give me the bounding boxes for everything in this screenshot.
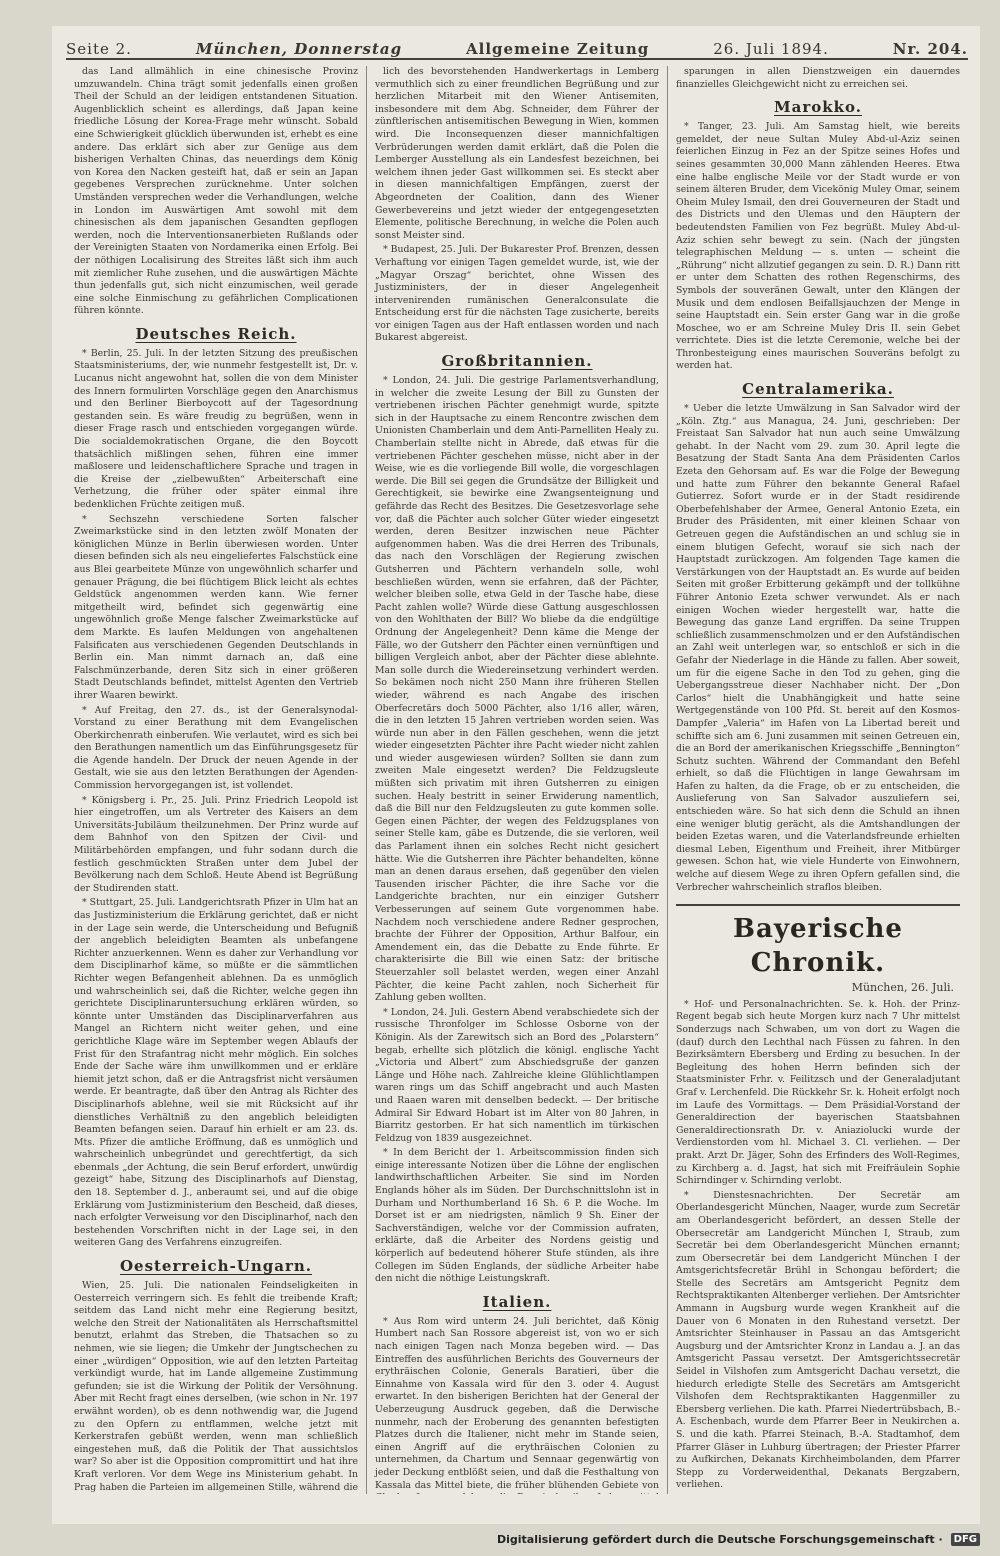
- place-weekday: München, Donnerstag: [195, 40, 403, 58]
- footer-credit: Digitalisierung gefördert durch die Deutsche Forschungsgemeinschaft ·: [496, 1532, 943, 1546]
- article-korea: das Land allmählich in eine chinesische Provinz umzuwandeln. China trägt somit jedenfalls einen großen Theil der Schuld an der leidigen entstandenen Situation. Augenblicklich scheint es allerdings, daß Japan keine friedliche Lösung der Korea-Frage mehr wünscht. Sobald eine Schwierigkeit glücklich überwunden ist, erhebt es eine andere. Das erklärt sich aber zur Genüge aus dem bisherigen Verhalten Chinas, das neuerdings dem König von Korea den Nacken gesteift hat, daß er sein an Japan gegebenes Versprechen zurücknehme. Unter solchen Umständen versprechen weder die Verhandlungen, welche in London im Auswärtigen Amt sowohl mit dem chinesischen als dem japanischen Gesandten gepflogen werden, noch die Interventionsanerbieten Rußlands oder der Vereinigten Staaten von Nordamerika einen Erfolg. Bei der nöthigen Localisirung des Streites läßt sich ihm auch mit ziemlicher Ruhe zusehen, und die auswärtigen Mächte thun jedenfalls gut, sich nicht einzumischen, weil gerade eine solche Einmischung zu gefährlichen Complicationen führen könnte.: [74, 66, 358, 317]
- section-heading-bayerische-chronik: Bayerische Chronik.: [676, 904, 960, 980]
- article-rom: * Aus Rom wird unterm 24. Juli berichtet, daß König Humbert nach San Rossore abgereist ist, von wo er sich nach einigen Tagen nach Monza begeben wird. — Das Eintreffen des ausführlichen Berichts des Gouverneurs der erythräischen Colonie, Generals Baratieri, über die Einnahme von Kassala wird für den 3. oder 4. August erwartet. In den bisherigen Berichten hat der General der Ueberzeugung Ausdruck gegeben, daß die Derwische nunmehr, nach der Eroberung des genannten befestigten Platzes durch die Italiener, nicht mehr im Stande seien, einen Angriff auf die erythräischen Colonien zu unternehmen, da Chartum und Sennaar gegenwärtig von jeder Deckung entblößt seien, und daß die Festhaltung von Kassala das Mittel biete, die früher blühenden Gebiete von: [375, 1315, 659, 1491]
- article-london-parlament: * London, 24. Juli. Die gestrige Parlamentsverhandlung, in welcher die zweite Lesung der Bill zu Gunsten der vertriebenen irischen Pächter genehmigt wurde, spitzte sich in der Hauptsache zu einem Rencontre zwischen dem Unionisten Chamberlain und dem Anti-Parnelliten Healy zu. Chamberlain stellte nicht in Abrede, daß etwas für die vertriebenen Pächter geschehen müsse, nicht aber in der Weise, wie es die vorliegende Bill wolle, die vorgeschlagen werde. Die Bill sei gegen die Grundsätze der Billigkeit und Gerechtigkeit, sie bewirke eine Zwangsenteignung und gefährde das Recht des Besitzes. Die Gesetzesvorlage sehe vor, daß die Pächter auch solcher Güter wieder eingesetzt werden, deren Besitzer inzwischen neue Pächter aufgenommen haben. Was die drei Herren des Tribunals, das nach den Vorschlägen der Regierung zwischen Gutsherren und Pächtern verhandeln solle, wohl beschließen würden, wenn sie erfahren, daß der Pächter, welcher bleiben solle, etwa Geld in der Tasche habe, diese Pacht zahlen wolle? Würde diese Gattung ausgeschlossen von den Wohlthaten der Bill? Wo bliebe da die endgültige Ordnung der Angelegenheit? Denn käme die Menge der Fälle, wo der Gutsherr den Pächter einen vernünftigen und billigen Vergleich anbot, aber der Pächter diese ablehnte. Man solle durch die Wiedereinsetzung verhindert werden. So bekämen noch nicht 250 Mann ihre früheren Stellen wieder, während es nach Angabe des irischen Oberfecretärs doch 5000 Pächter, also 1/16 aller, wären, die in den letzten 15 Jahren vertrieben worden seien. Was würde nun aber in den Fällen geschehen, wenn die jetzt wieder eingesetzten Pächter ihre Pacht wieder nicht zahlen und wieder ausgewiesen würden? Sollten sie dann zum zweiten Male eingesetzt werden? Die Feldzugsleute müßten sich privatim mit ihren Gutsherren zu einigen suchen. Healy bestritt in seiner Erwiderung namentlich, daß die Bill nur den Feldzugsleuten zu gute kommen solle. Gegen einen Pächter, der wegen des Feldzugsplanes von seiner Stelle kam, gäbe es Dutzende, die sie verloren, weil das Parlament ihnen ein solches Recht nicht gesichert hätte. Wie die Gutsherren ihre Pächter behandelten, könne man an denen daraus ersehen, daß gegenüber den vielen Tausenden irischer Pächter, die ihre Sache vor die Landgerichte brachten, nur ein einziger Gutsherr Verbesserungen auf seinem Gute vorgenommen habe. Nachdem noch verschiedene andere Redner gesprochen, brachte der Führer der Opposition, Arthur Balfour, ein Amendement ein, das die Debatte zu Ende führte. Er charakterisirte die Bill wie einen Satz: der britische Steuerzahler soll belastet werden, wegen einer Anzahl Pächter, die keine Pacht zahlen, noch Sicherheit für Zahlung geben wollten.: [375, 375, 659, 1004]
- article-finanz-end: sparungen in allen Dienstzweigen ein dauerndes finanzielles Gleichgewicht nicht zu erreichen sei.: [676, 66, 960, 90]
- section-heading-deutsches-reich: Deutsches Reich.: [135, 324, 297, 343]
- article-dienstesnachrichten: * Dienstesnachrichten. Der Secretär am Oberlandesgericht München, Naager, wurde zum Secretär am Oberlandesgericht befördert, an dessen Stelle der Obersecretär am Landgericht München I, Straub, zum Secretär bei dem Oberlandesgericht München ernannt; zum Obersecretär bei dem Landgericht München I der Amtsgerichtsfecretär Brühl in Schongau befördert; die Stelle des Secretärs am Amtsgericht Pegnitz dem Rechtspraktikanten Altenberger verliehen. Der Amtsrichter Ammann in Augsburg wurde wegen Krankheit auf die Dauer von 6 Monaten in den Ruhestand versetzt. Der Amtsrichter Steinhauser in Passau an das Amtsgericht Augsburg und der Amtsrichter Kronz in Landau a. J. an das Amtsgericht Passau versetzt. Der Amtsgerichtssecretär Seidel in Vilshofen zum Amtsgericht Dachau versetzt, die hiedurch erledigte Stelle des Secretärs am Amtsgericht Vilshofen dem Rechtspraktikanten Haggenmiller zu Ebersberg verliehen. Die kath. Pfarrei Niedertrübsbach, B.-A. Eschenbach, wurde dem Pfarrer Beer in Neukirchen a. S. und die kath. Pfarrei Steinach, B.-A. Stadtamhof, dem Pfarrer Gläser in Luhburg übertragen; der Priester Pfarrer zu Aufkirchen, Dekanats Kirchheimbolanden, dem Pfarrer Stepp zu Vorderweidenthal, Dekanats Bergzabern, verliehen.: [676, 1189, 960, 1491]
- digitization-footer: [52, 1528, 980, 1550]
- issue-number: Nr. 204.: [892, 40, 968, 58]
- article-arbeitslöhne: * In dem Bericht der 1. Arbeitscommission finden sich einige interessante Notizen über die Löhne der englischen landwirthschaftlichen Arbeiter. Sie sind im Norden Englands höher als im Süden. Der Durchschnittslohn ist in Durham und Northumberland 16 Sh. 6 P. die Woche. Im Dorset ist er am niedrigsten, nämlich 9 Sh. Einer der Sachverständigen, welche vor der Commission aufraten, erklärte, daß die Arbeiter des Nordens geistig und körperlich auf bedeutend höherer Stufe stünden, als ihre Collegen im Süden Englands, der südliche Arbeiter habe den nicht die nöthige Leistungskraft.: [375, 1147, 659, 1285]
- page-header: [66, 30, 968, 60]
- article-tanger: * Tanger, 23. Juli. Am Samstag hielt, wie bereits gemeldet, der neue Sultan Muley Abd-ul-Aziz seinen feierlichen Einzug in Fez an der Spitze seines Hofes und seines gesammten 30,000 Mann zählenden Heeres. Etwa eine halbe englische Meile vor der Stadt wurde er von seinem älteren Bruder, dem Vicekönig Muley Omar, seinem Oheim Muley Ismail, den drei Gouverneuren der Stadt und des Districts und den Ulemas und den Häuptern der bedeutendsten Familien von Fez begrüßt. Muley Abd-ul-Aziz schien sehr bewegt zu sein. (Nach der jüngsten telegraphischen Meldung — s. unten — scheint die „Rührung“ nicht allzutief gegangen zu sein. D. R.) Dann ritt er unter dem Schatten des rothen Regenschirms, des Symbols der souveränen Gewalt, unter den Klängen der Musik und dem endlosen Beifallsjauchzen der Menge in seine Hauptstadt ein. Sein erster Gang war in die große Moschee, wo er am Schreine Muley Dris II. sein Gebet verrichtete. Dies ist die letzte Ceremonie, welche bei der Thronbesteigung eines maurischen Souveräns befolgt zu werden hat.: [676, 121, 960, 372]
- article-generalsynode: * Auf Freitag, den 27. ds., ist der Generalsynodal-Vorstand zu einer Berathung mit dem Evangelischen Oberkirchenrath einberufen. Wie verlautet, wird es sich bei den Berathungen namentlich um das Einführungsgesetz für die Agende handeln. Der Druck der neuen Agende in der Gestalt, wie sie aus den letzten Berathungen der Agenden-Commission hervorgegangen ist, ist vollendet.: [74, 704, 358, 792]
- column-3: [668, 66, 968, 1494]
- dfg-logo: DFG: [951, 1533, 980, 1546]
- article-wien: Wien, 25. Juli. Die nationalen Feindseligkeiten in Oesterreich verringern sich. Es fehlt die treibende Kraft; seitdem das Land nicht mehr eine Regierung besitzt, welche den Streit der Nationalitäten als Herrschaftsmittel benutzt, erlahmt das Streben, die Thatsachen so zu nehmen, wie sie liegen; die Umkehr der Jungtschechen zu einer „würdigen“ Opposition, wie auf den letzten Parteitag verkündigt wurde, hat im Lande allgemeine Zustimmung gefunden; sie ist die Wirkung der Politik der Versöhnung. Aber mit Recht fragt eines derselben, (wie schon in Nr. 197 erwähnt worden), ob es denn nothwendig war, die Jugend zu den Opfern zu entflammen, welche jetzt mit Kerkerstrafen gebüßt werden, wenn man schließlich eingestehen muß, daß die Politik der That aussichtslos war? So aber ist die Opposition compromittirt und hat ihre Kraft verloren. Vor dem Wege ins Ministerium gehabt. In Prag haben die Parteien im allgemeinen Stille, während die: [74, 1280, 358, 1493]
- dateline: München, 26. Juli.: [851, 981, 954, 995]
- section-heading-italien: Italien.: [482, 1292, 552, 1311]
- columns: [66, 66, 968, 1494]
- article-stuttgart: * Stuttgart, 25. Juli. Landgerichtsrath Pfizer in Ulm hat an das Justizministerium die Erklärung gerichtet, daß er nicht in der Lage sein werde, die Unterscheidung und Befugniß der angeblich beleidigten Beamten als unbefangene Richter anzuerkennen. Wenn es daher zur Verhandlung vor dem Disciplinarhof käme, so müßte er die sämmtlichen Richter wegen Befangenheit ablehnen. Da es unmöglich und wahrscheinlich sei, daß die Richter, welche gegen ihn gerichtete Disciplinaruntersuchung erklären würden, so könnte unter Umständen das Disciplinarverfahren aus Mangel an Richtern nicht weiter gehen, und eine gerichtliche Klage wäre im September wegen Ablaufs der Frist für den Strafantrag nicht mehr möglich. Ein solches Ende der Sache wäre ihm unwillkommen und er erkläre hiemit jetzt schon, daß er die Antragsfrist nicht versäumen werde. Er beantragte, daß über den Antrag als Richter des Disciplinarhofs ablehne, weil sie mit Rücksicht auf ihr dienstliches Verhältniß zu den angeblich beleidigten Beamten befangen seien. Darauf hin erhielt er am 23. ds. Mts. Pfizer die amtliche Eröffnung, daß es unmöglich und wahrscheinlich unbegründet und gerechtfertigt, da sich ebenmals „der Achtung, die sein Beruf erfordert, unwürdig gezeigt“ habe, Sitzung des Disciplinarhofs auf Dienstag, den 18. September d. J., anberaumt sei, und auf die obige Erklärung vom Justizministerium den Bescheid, daß dieses, nach erfolgter Verweisung vor den Disciplinarhof, nach den bestehenden Vorschriften nicht in der Lage sei, in den weiteren Gang des Verfahrens einzugreifen.: [74, 897, 358, 1249]
- article-koenigsberg: * Königsberg i. Pr., 25. Juli. Prinz Friedrich Leopold ist hier eingetroffen, um als Vertreter des Kaisers an dem Universitäts-Jubiläum theilzunehmen. Der Prinz wurde auf dem Bahnhof von den Spitzen der Civil- und Militärbehörden empfangen, und fuhr sodann durch die festlich geschmückten Straßen unter dem Jubel der Bevölkerung nach dem Schloß. Heute Abend ist Begrüßung der Studirenden statt.: [74, 794, 358, 894]
- article-berlin: * Berlin, 25. Juli. In der letzten Sitzung des preußischen Staatsministeriums, der, wie nunmehr festgestellt ist, Dr. v. Lucanus nicht angewohnt hat, sollen die von dem Minister des Innern formulirten Vorschläge gegen den Anarchismus und den Berliner Bierboycott auf der Tagesordnung gestanden sein. Es wäre freudig zu begrüßen, wenn in dieser Frage rasch und entschieden vorgegangen würde. Die socialdemokratischen Organe, die den Boycott thatsächlich mißlingen sehen, führen eine immer maßlosere und leidenschaftlichere Sprache und tragen in die Kreise der „zielbewußten“ Arbeiterschaft eine Verhetzung, die früher oder später einmal ihre bedenklichen Früchte zeitigen muß.: [74, 347, 358, 510]
- section-heading-centralamerika: Centralamerika.: [742, 380, 894, 399]
- article-san-salvador: * Ueber die letzte Umwälzung in San Salvador wird der „Köln. Ztg.“ aus Managua, 24. Juni, geschrieben: Der Freistaat San Salvador hat nun auch seine Umwälzung gehabt. In der Nacht vom 29. zum 30. April legte die Besatzung der Stadt Santa Ana dem Präsidenten Carlos Ezeta den Gehorsam auf. Es war die Folge der Bewegung und hatte zum Führer den bekannte General Rafael Gutierrez. Sofort wurde er in der Stadt residirende Oberbefehlshaber der Armee, General Antonio Ezeta, ein Bruder des Präsidenten, mit einer kleinen Schaar von Getreuen gegen die Aufständischen an und schlug sie in einem blutigen Gefecht, worauf sie sich nach der Hauptstadt zurückzogen. Am folgenden Tage kamen die Verstärkungen von der Hauptstadt an. Es wurde auf beiden Seiten mit großer Erbitterung gekämpft und der tollkühne Führer Antonio Ezeta schwer verwundet. Als er nach einigen Wochen wieder hergestellt war, hatte die Bewegung das ganze Land ergriffen. Da seine Truppen schließlich zusammenschmolzen und er den Aufständischen an Zahl weit unterlegen war, so entschloß er sich in die Gefahr der Niederlage in die Hände zu fallen. Aber soweit, um für die eigene Sache in den Tod zu gehen, ging die Uebergangsstreue dieser Nachhaber nicht. Der „Don Carlos“ hielt die Unabhängigkeit und hatte seine Wertgegenstände von 100 Pfd. St. bereit auf den Kosmos-Dampfer „Valeria“ im Hafen von La Libertad bereit und schiffte sich am 6. Juni zusammen mit seinen Getreuen ein, die an Bord der amerikanischen Kriegsschiffe „Bennington“ Schutz suchten. Während der Commandant den Befehl erhielt, so daß die Flüchtigen in lange Gewahrsam im Hafen zu halten, da die Frage, ob er zu entscheiden, die Auslieferung von San Salvador auszuliefern sei, entschieden wäre. So hat sich denn die Schuld an ihnen eine weniger blutig gerächt, als die Amtshandlungen der beiden Ezetas waren, und die Vaterlandsfreunde erhielten diesmal Leben, Eigenthum und Freiheit, ihrer Mitbürger gewesen. Schon hat, wie viele Hunderte von Einwohnern, welche auf diesem Wege zu ihren Opfern gefallen sind, die Verbrecher wahrscheinlich straflos bleiben.: [676, 403, 960, 893]
- issue-date: 26. Juli 1894.: [713, 40, 829, 58]
- article-falschgeld: * Sechszehn verschiedene Sorten falscher Zweimarkstücke sind in den letzten zwölf Monaten der königlichen Münze in Berlin überwiesen worden. Unter diesen befinden sich als neu eingeliefertes Falschstück eine aus Blei gearbeitete Münze von ungewöhnlich scharfer und genauer Prägung, die bei flüchtigem Blick leicht als echtes Geldstück angenommen werden kann. Wie ferner mitgetheilt wird, befindet sich gegenwärtig eine ungewöhnlich große Menge falscher Zweimarkstücke auf dem Markte. Es laufen Meldungen von angehaltenen Falsificaten aus verschiedenen Gegenden Deutschlands in Berlin ein. Man nimmt darnach an, daß eine Falschmünzerbande, deren Sitz sich in einer größeren Stadt Deutschlands befindet, mittelst Agenten den Vertrieb ihrer Waaren bewirkt.: [74, 513, 358, 701]
- column-2: [367, 66, 668, 1494]
- article-budapest: * Budapest, 25. Juli. Der Bukarester Prof. Brenzen, dessen Verhaftung vor einigen Tagen gemeldet wurde, ist, wie der „Magyar Orszag“ berichtet, ohne Wissen des Justizministers, der in dieser Angelegenheit intervenirenden rumänischen Generalconsulate die Entscheidung erst für die nächsten Tage zusicherte, bereits vor einigen Tagen aus der Haft entlassen worden und nach Bukarest abgereist.: [375, 244, 659, 344]
- page-number: Seite 2.: [66, 40, 132, 58]
- article-london-thronfolger: * London, 24. Juli. Gestern Abend verabschiedete sich der russische Thronfolger im Schlosse Osborne von der Königin. Als der Zarewitsch sich an Bord des „Polarstern“ begab, erhellte sich plötzlich die königl. englische Yacht „Victoria und Albert“ zum Abschiedsgruße der ganzen Länge und Höhe nach. Zahlreiche kleine Glühlichtlampen waren rings um das Schiff angebracht und auch Masten und Raaen waren mit denselben bedeckt. — Der britische Admiral Sir Edward Hobart ist im Alter von 80 Jahren, in Biarritz gestorben. Er hat sich namentlich im türkischen Feldzug von 1839 ausgezeichnet.: [375, 1006, 659, 1144]
- section-heading-marokko: Marokko.: [774, 98, 862, 117]
- section-heading-oesterreich: Oesterreich-Ungarn.: [119, 1257, 313, 1276]
- column-1: [66, 66, 367, 1494]
- newspaper-page: [52, 26, 980, 1524]
- section-heading-grossbritannien: Großbritannien.: [441, 352, 593, 371]
- article-hofnachrichten: * Hof- und Personalnachrichten. Se. k. Hoh. der Prinz-Regent begab sich heute Morgen kurz nach 7 Uhr mittelst Sonderzugs nach Schwaben, um von dort zu Wagen die (dauf) durch den Lechthal nach Füssen zu fahren. In den Bezirksämtern Ebersberg und Erding zu besuchen. In der Begleitung des hohen Herrn befinden sich der Staatsminister Frhr. v. Feilitzsch und der Generaladjutant Graf v. Lerchenfeld. Die Rückkehr Sr. k. Hoheit erfolgt noch im Laufe des Vormittags. — Dem Präsidial-Vorstand der Generaldirection der bayerischen Staatsbahnen Generaldirectionsrath Dr. v. Aniaziolucki wurde der Verdienstorden vom hl. Michael 3. Cl. verliehen. — Der prakt. Arzt Dr. Jäger, Sohn des Erfinders des Woll-Regimes, zu Kirchberg a. d. Jagst, hat sich mit Freifräulein Sophie Schirndinger v. Schirnding verlobt.: [676, 998, 960, 1187]
- article-lemberg: lich des bevorstehenden Handwerkertags in Lemberg vermuthlich sich zu einer freundlichen Begrüßung und zur herzlichen Mitarbeit mit den Wiener Antisemiten, insbesondere mit dem Abg. Schneider, dem Führer der zünftlerischen antisemitischen Bewegung in Wien, kommen wird. Die Inconsequenzen dieser mannichfaltigen Verbrüderungen werden damit erklärt, daß die Polen die Lemberger Ausstellung als ein Landesfest bezeichnen, bei welchem ihnen jeder Gast willkommen sei. Es steckt aber in diesen mannichfaltigen Empfängen, zuerst der Abgeordneten der Coalition, dann des Wiener Gewerbevereins und jetzt wieder der entgegengesetzten Elemente, politische Berechnung, in welche die Polen auch sonst Meister sind.: [375, 66, 659, 241]
- newspaper-title: Allgemeine Zeitung: [466, 40, 650, 58]
